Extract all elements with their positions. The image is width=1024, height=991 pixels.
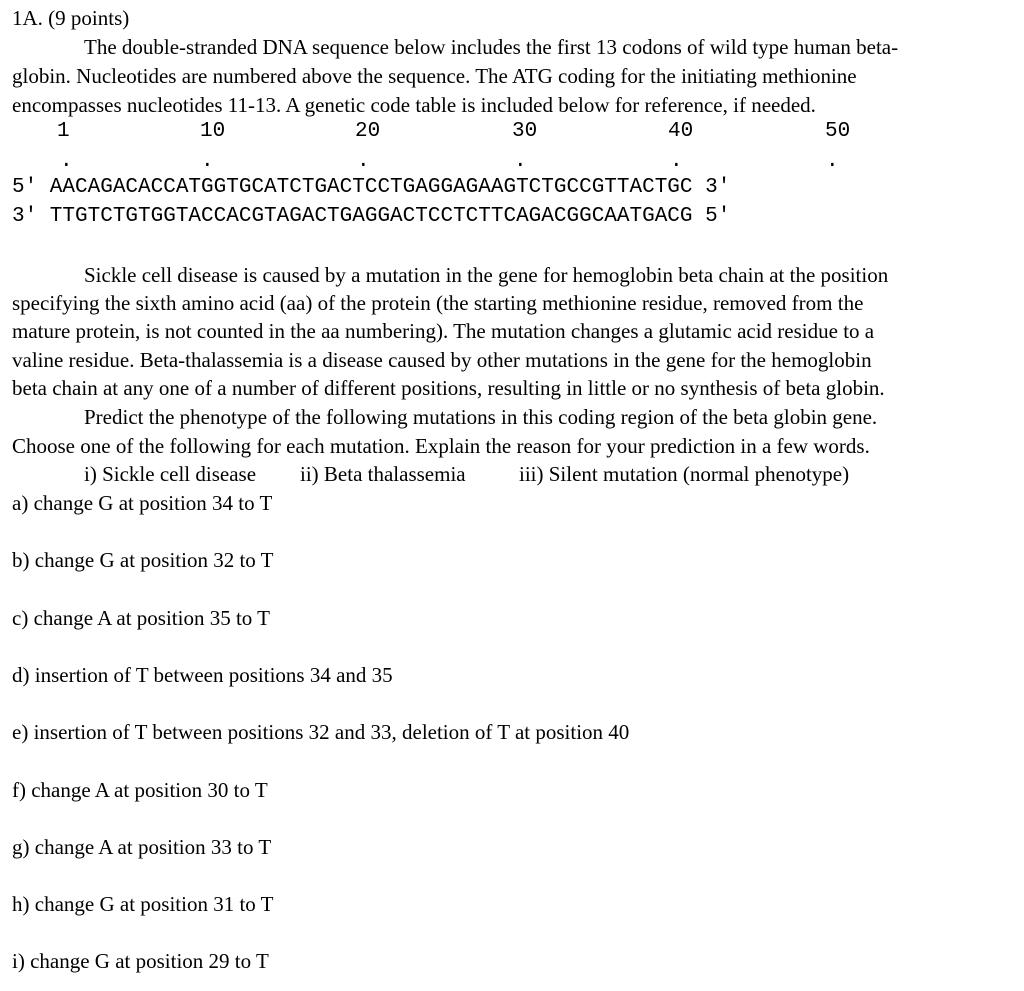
position-dot-30: . [514, 150, 527, 173]
position-dot-1: . [60, 150, 73, 173]
question-h: h) change G at position 31 to T [12, 892, 274, 916]
question-b: b) change G at position 32 to T [12, 548, 274, 572]
question-d: d) insertion of T between positions 34 and 35 [12, 663, 393, 687]
predict-line-2: Choose one of the following for each mutation. Explain the reason for your prediction in a few words. [12, 434, 870, 458]
body-line-2: specifying the sixth amino acid (aa) of the protein (the starting methionine residue, removed from the [12, 291, 864, 315]
question-a: a) change G at position 34 to T [12, 491, 273, 515]
option-beta-thalassemia: ii) Beta thalassemia [300, 462, 466, 486]
body-line-3: mature protein, is not counted in the aa numbering). The mutation changes a glutamic acid residue to a [12, 319, 875, 343]
question-g: g) change A at position 33 to T [12, 835, 272, 859]
predict-line-1: Predict the phenotype of the following mutations in this coding region of the beta globin gene. [84, 405, 878, 429]
question-f: f) change A at position 30 to T [12, 778, 268, 802]
question-i: i) change G at position 29 to T [12, 949, 269, 973]
option-silent-mutation: iii) Silent mutation (normal phenotype) [519, 462, 850, 486]
position-number-20: 20 [355, 120, 381, 143]
position-number-30: 30 [512, 120, 538, 143]
dna-bottom-strand: 3' TTGTCTGTGGTACCACGTAGACTGAGGACTCCTCTTCAGACGGCAATGACG 5' [12, 205, 731, 228]
position-number-40: 40 [668, 120, 694, 143]
body-line-4: valine residue. Beta-thalassemia is a disease caused by other mutations in the gene for the hemoglobin [12, 348, 872, 372]
dna-top-strand: 5' AACAGACACCATGGTGCATCTGACTCCTGAGGAGAAGTCTGCCGTTACTGC 3' [12, 176, 731, 199]
position-number-1: 1 [57, 120, 70, 143]
intro-line-1: The double-stranded DNA sequence below includes the first 13 codons of wild type human beta- [84, 35, 899, 59]
position-dot-20: . [357, 150, 370, 173]
position-number-10: 10 [200, 120, 226, 143]
body-line-5: beta chain at any one of a number of different positions, resulting in little or no synthesis of beta globin. [12, 376, 885, 400]
position-dot-50: . [826, 150, 839, 173]
body-line-1: Sickle cell disease is caused by a mutation in the gene for hemoglobin beta chain at the position [84, 263, 889, 287]
position-dot-10: . [201, 150, 214, 173]
intro-line-2: globin. Nucleotides are numbered above the sequence. The ATG coding for the initiating methionine [12, 64, 857, 88]
question-c: c) change A at position 35 to T [12, 606, 270, 630]
position-dot-40: . [670, 150, 683, 173]
position-number-50: 50 [825, 120, 851, 143]
intro-line-3: encompasses nucleotides 11-13. A genetic code table is included below for reference, if needed. [12, 93, 816, 117]
question-e: e) insertion of T between positions 32 and 33, deletion of T at position 40 [12, 720, 630, 744]
problem-header: 1A. (9 points) [12, 6, 130, 30]
option-sickle-cell: i) Sickle cell disease [84, 462, 257, 486]
